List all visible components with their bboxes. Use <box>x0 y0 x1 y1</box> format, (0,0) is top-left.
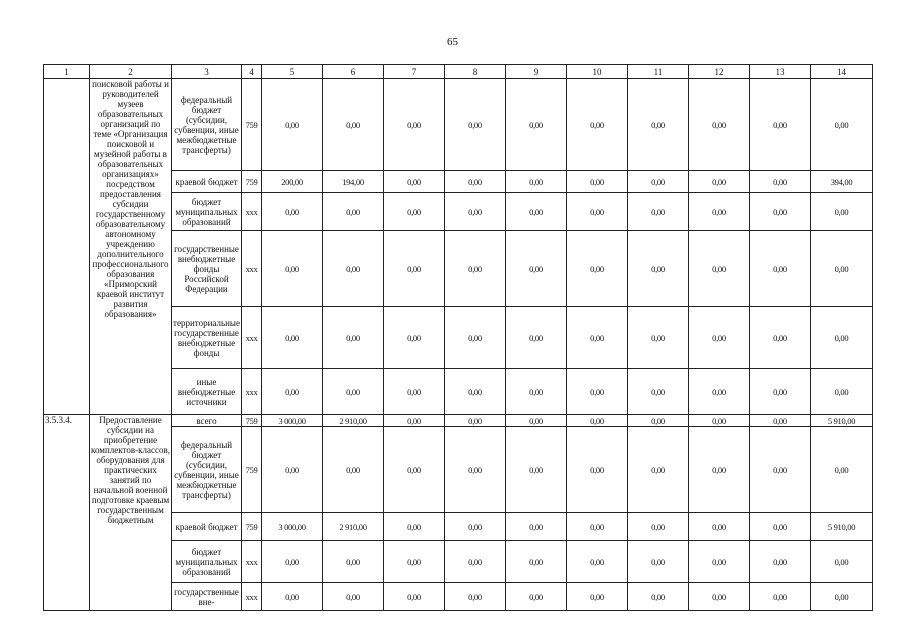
amount-cell: 0,00 <box>323 369 384 415</box>
amount-cell: 0,00 <box>628 541 689 583</box>
amount-cell: 0,00 <box>811 193 873 231</box>
budget-code: ххх <box>242 307 262 369</box>
amount-cell: 0,00 <box>567 513 628 541</box>
amount-cell: 0,00 <box>750 513 811 541</box>
funding-source: федеральный бюджет (субсидии, субвенции, иные межбюджетные трансферты) <box>172 79 242 171</box>
amount-cell: 0,00 <box>750 171 811 193</box>
item-name: Предоставление субсидии на приобретение комплектов-классов, оборудования для практических занятий по начальной военной подготовке краевым государственным бюджетным <box>90 415 172 611</box>
amount-cell: 0,00 <box>811 583 873 611</box>
budget-code: ххх <box>242 193 262 231</box>
amount-cell: 0,00 <box>384 369 445 415</box>
amount-cell: 0,00 <box>750 231 811 307</box>
amount-cell: 0,00 <box>689 193 750 231</box>
header-row <box>44 65 873 79</box>
amount-cell: 0,00 <box>506 171 567 193</box>
amount-cell: 0,00 <box>689 541 750 583</box>
amount-cell: 0,00 <box>811 79 873 171</box>
amount-cell: 0,00 <box>628 79 689 171</box>
amount-cell: 0,00 <box>811 231 873 307</box>
amount-cell: 0,00 <box>567 369 628 415</box>
amount-cell: 0,00 <box>262 79 323 171</box>
amount-cell: 0,00 <box>384 513 445 541</box>
amount-cell: 0,00 <box>628 427 689 513</box>
funding-source: краевой бюджет <box>172 171 242 193</box>
amount-cell: 0,00 <box>445 79 506 171</box>
column-header: 7 <box>384 65 445 79</box>
column-header: 8 <box>445 65 506 79</box>
amount-cell: 0,00 <box>445 231 506 307</box>
funding-source: федеральный бюджет (субсидии, субвенции, иные межбюджетные трансферты) <box>172 427 242 513</box>
page-number: 65 <box>447 36 458 48</box>
amount-cell: 0,00 <box>750 541 811 583</box>
amount-cell: 0,00 <box>628 369 689 415</box>
amount-cell: 0,00 <box>750 307 811 369</box>
amount-cell: 0,00 <box>811 541 873 583</box>
amount-cell: 0,00 <box>750 79 811 171</box>
amount-cell: 0,00 <box>323 231 384 307</box>
amount-cell: 0,00 <box>628 231 689 307</box>
amount-cell: 0,00 <box>445 513 506 541</box>
column-header: 14 <box>811 65 873 79</box>
amount-cell: 0,00 <box>262 427 323 513</box>
amount-cell: 0,00 <box>567 541 628 583</box>
table-row <box>44 79 873 171</box>
amount-cell: 0,00 <box>750 193 811 231</box>
column-header: 6 <box>323 65 384 79</box>
amount-cell: 0,00 <box>506 193 567 231</box>
budget-code: ххх <box>242 541 262 583</box>
funding-source: бюджет муниципальных образований <box>172 193 242 231</box>
amount-cell: 5 910,00 <box>811 513 873 541</box>
amount-cell: 0,00 <box>384 427 445 513</box>
amount-cell: 0,00 <box>506 307 567 369</box>
amount-cell: 0,00 <box>445 307 506 369</box>
amount-cell: 0,00 <box>628 415 689 427</box>
item-name: поисковой работы и руководителей музеев образовательных организаций по теме «Организация поисковой и музейной работы в образовательных организациях» посредством предоставления субсидии государственному образовательному автономному учреждению дополнительного профессионального образования «Приморский краевой институт развития образования» <box>90 79 172 415</box>
amount-cell: 0,00 <box>323 541 384 583</box>
amount-cell: 0,00 <box>628 171 689 193</box>
amount-cell: 3 000,00 <box>262 513 323 541</box>
amount-cell: 0,00 <box>384 541 445 583</box>
amount-cell: 3 000,00 <box>262 415 323 427</box>
funding-source: территориальные государственные внебюджетные фонды <box>172 307 242 369</box>
amount-cell: 0,00 <box>567 79 628 171</box>
funding-source: бюджет муниципальных образований <box>172 541 242 583</box>
column-header: 10 <box>567 65 628 79</box>
item-code <box>44 79 90 415</box>
amount-cell: 0,00 <box>323 193 384 231</box>
amount-cell: 0,00 <box>628 193 689 231</box>
column-header: 5 <box>262 65 323 79</box>
budget-code: ххх <box>242 369 262 415</box>
amount-cell: 0,00 <box>811 427 873 513</box>
amount-cell: 194,00 <box>323 171 384 193</box>
amount-cell: 0,00 <box>262 193 323 231</box>
amount-cell: 0,00 <box>445 415 506 427</box>
amount-cell: 394,00 <box>811 171 873 193</box>
column-header: 12 <box>689 65 750 79</box>
budget-code: ххх <box>242 231 262 307</box>
amount-cell: 0,00 <box>384 193 445 231</box>
amount-cell: 0,00 <box>445 171 506 193</box>
amount-cell: 0,00 <box>262 541 323 583</box>
amount-cell: 0,00 <box>506 541 567 583</box>
amount-cell: 0,00 <box>689 307 750 369</box>
amount-cell: 0,00 <box>567 427 628 513</box>
amount-cell: 0,00 <box>628 307 689 369</box>
amount-cell: 0,00 <box>750 583 811 611</box>
amount-cell: 0,00 <box>689 171 750 193</box>
amount-cell: 0,00 <box>445 427 506 513</box>
amount-cell: 0,00 <box>689 369 750 415</box>
budget-code: 759 <box>242 171 262 193</box>
column-header: 4 <box>242 65 262 79</box>
amount-cell: 0,00 <box>384 231 445 307</box>
amount-cell: 0,00 <box>506 231 567 307</box>
amount-cell: 0,00 <box>750 369 811 415</box>
amount-cell: 0,00 <box>506 415 567 427</box>
budget-table <box>43 64 873 611</box>
funding-source: краевой бюджет <box>172 513 242 541</box>
column-header: 13 <box>750 65 811 79</box>
amount-cell: 0,00 <box>567 193 628 231</box>
column-header: 2 <box>90 65 172 79</box>
amount-cell: 0,00 <box>750 427 811 513</box>
amount-cell: 0,00 <box>689 583 750 611</box>
amount-cell: 0,00 <box>811 307 873 369</box>
amount-cell: 0,00 <box>384 171 445 193</box>
budget-code: ххх <box>242 583 262 611</box>
amount-cell: 0,00 <box>567 415 628 427</box>
amount-cell: 0,00 <box>811 369 873 415</box>
amount-cell: 0,00 <box>567 583 628 611</box>
budget-code: 759 <box>242 427 262 513</box>
budget-code: 759 <box>242 415 262 427</box>
column-header: 1 <box>44 65 90 79</box>
amount-cell: 0,00 <box>506 427 567 513</box>
funding-source: всего <box>172 415 242 427</box>
amount-cell: 0,00 <box>628 513 689 541</box>
amount-cell: 5 910,00 <box>811 415 873 427</box>
amount-cell: 0,00 <box>384 415 445 427</box>
amount-cell: 0,00 <box>445 369 506 415</box>
amount-cell: 0,00 <box>689 415 750 427</box>
amount-cell: 0,00 <box>506 513 567 541</box>
item-code: 3.5.3.4. <box>44 415 90 611</box>
amount-cell: 0,00 <box>689 427 750 513</box>
amount-cell: 0,00 <box>384 583 445 611</box>
amount-cell: 0,00 <box>384 307 445 369</box>
amount-cell: 0,00 <box>323 307 384 369</box>
amount-cell: 0,00 <box>323 427 384 513</box>
column-header: 11 <box>628 65 689 79</box>
amount-cell: 0,00 <box>384 79 445 171</box>
amount-cell: 0,00 <box>628 583 689 611</box>
amount-cell: 0,00 <box>262 583 323 611</box>
column-header: 3 <box>172 65 242 79</box>
amount-cell: 200,00 <box>262 171 323 193</box>
funding-source: государственные внебюджетные фонды Российской Федерации <box>172 231 242 307</box>
amount-cell: 2 910,00 <box>323 513 384 541</box>
amount-cell: 0,00 <box>689 513 750 541</box>
amount-cell: 0,00 <box>567 231 628 307</box>
amount-cell: 0,00 <box>689 231 750 307</box>
funding-source: государственные вне- <box>172 583 242 611</box>
budget-code: 759 <box>242 513 262 541</box>
amount-cell: 0,00 <box>445 541 506 583</box>
amount-cell: 0,00 <box>506 369 567 415</box>
amount-cell: 0,00 <box>323 583 384 611</box>
amount-cell: 0,00 <box>445 583 506 611</box>
amount-cell: 0,00 <box>445 193 506 231</box>
amount-cell: 0,00 <box>689 79 750 171</box>
amount-cell: 0,00 <box>750 415 811 427</box>
amount-cell: 0,00 <box>567 307 628 369</box>
amount-cell: 2 910,00 <box>323 415 384 427</box>
amount-cell: 0,00 <box>506 583 567 611</box>
amount-cell: 0,00 <box>262 307 323 369</box>
budget-code: 759 <box>242 79 262 171</box>
table-row <box>44 415 873 427</box>
amount-cell: 0,00 <box>506 79 567 171</box>
column-header: 9 <box>506 65 567 79</box>
funding-source: иные внебюджетные источники <box>172 369 242 415</box>
amount-cell: 0,00 <box>262 369 323 415</box>
amount-cell: 0,00 <box>323 79 384 171</box>
amount-cell: 0,00 <box>262 231 323 307</box>
amount-cell: 0,00 <box>567 171 628 193</box>
